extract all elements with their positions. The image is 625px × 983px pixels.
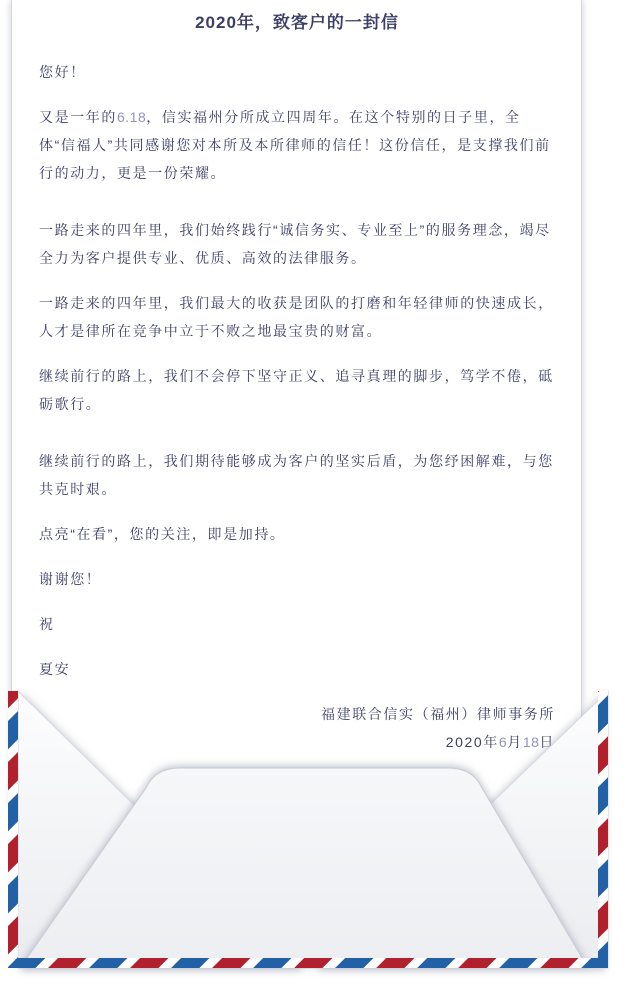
envelope-right-stripe-border: [598, 691, 608, 968]
letter-paragraph: 祝: [39, 616, 55, 632]
signature-org: 福建联合信实（福州）律师事务所: [321, 706, 555, 722]
envelope-bottom-stripe-border: [8, 958, 608, 968]
letter-paper: [11, 0, 582, 806]
letter-paragraph: 又是一年的6.18，信实福州分所成立四周年。在这个特别的日子里，全体“信福人”共同感谢您对本所及本所律师的信任！这份信任，是支撑我们前行的动力，更是一份荣耀。: [39, 109, 551, 181]
letter-body: [39, 58, 555, 756]
envelope-graphic: [0, 688, 625, 983]
signature-date: 2020年6月18日: [445, 734, 555, 750]
letter-paragraph: 您好！: [39, 64, 86, 80]
letter-paragraph: 一路走来的四年里，我们始终践行“诚信务实、专业至上”的服务理念，竭尽全力为客户提供专业、优质、高效的法律服务。: [39, 222, 551, 266]
letter-paragraph: 继续前行的路上，我们不会停下坚守正义、追寻真理的脚步，笃学不倦，砥砺歌行。: [39, 368, 554, 412]
letter-paragraph: 点亮“在看”，您的关注，即是加持。: [39, 526, 286, 542]
letter-paragraph: 一路走来的四年里，我们最大的收获是团队的打磨和年轻律师的快速成长，人才是律所在竞争中立于不败之地最宝贵的财富。: [39, 295, 554, 339]
letter-title: 2020年，致客户的一封信: [195, 13, 399, 32]
envelope-left-stripe-border: [8, 691, 18, 968]
letter-paragraph: 夏安: [39, 661, 71, 677]
letter-paragraph: 谢谢您！: [39, 571, 102, 587]
letter-paragraph: 继续前行的路上，我们期待能够成为客户的坚实后盾，为您纾困解难，与您共克时艰。: [39, 453, 554, 497]
